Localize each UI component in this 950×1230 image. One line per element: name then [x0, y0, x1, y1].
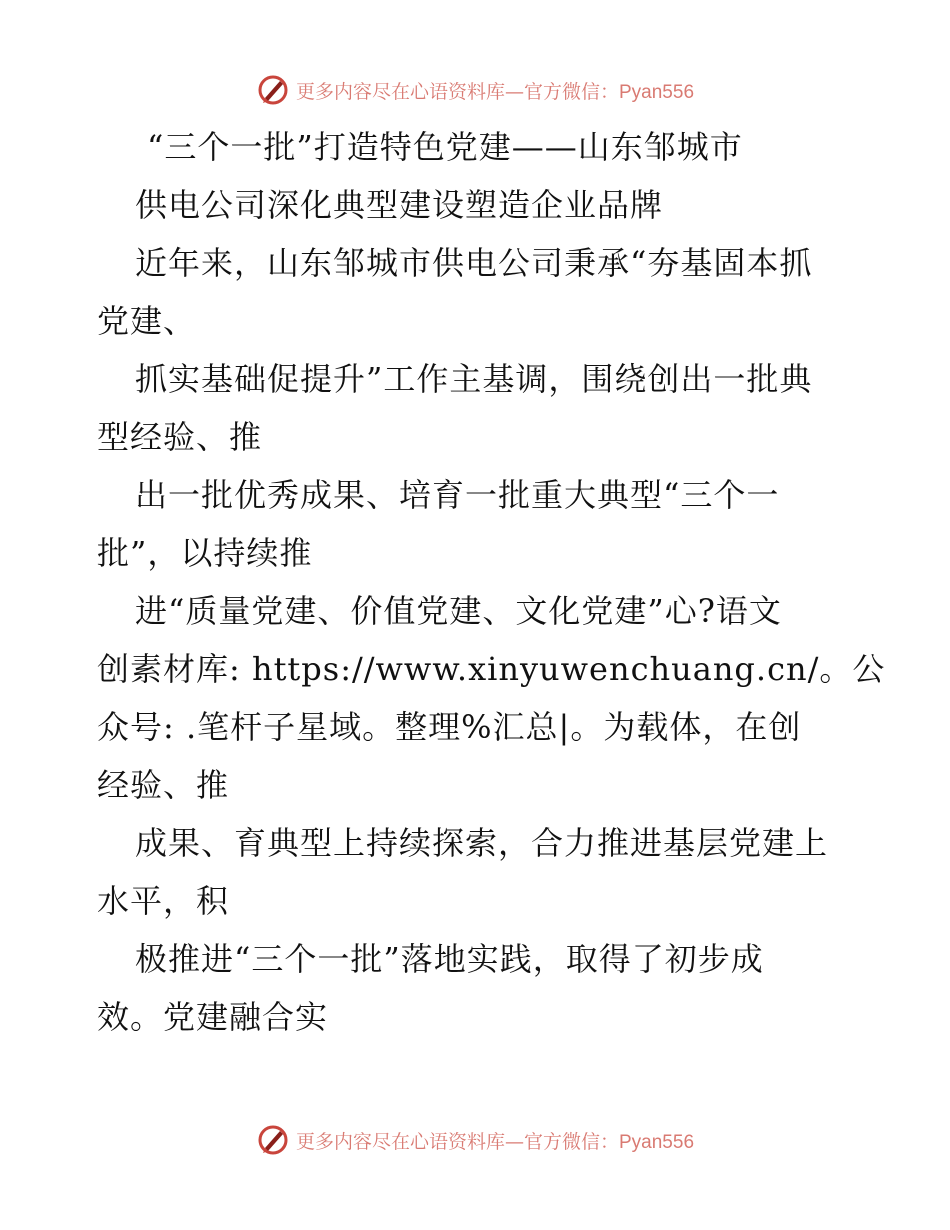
footer-watermark: [0, 1120, 950, 1160]
paragraph-line: 众号: .笔杆子星域。整理%汇总|。为载体，在创: [97, 708, 802, 746]
document-body: [97, 118, 886, 1046]
watermark-handle: Pyan556: [619, 1131, 695, 1153]
watermark-text: [296, 1127, 694, 1154]
paragraph-line: 出一批优秀成果、培育一批重大典型“三个一: [135, 476, 780, 514]
paragraph-line: 进“质量党建、价值党建、文化党建”心?语文: [135, 592, 782, 630]
document-title-line-2: 供电公司深化典型建设塑造企业品牌: [135, 186, 664, 224]
paragraph-line: 抓实基础促提升”工作主基调，围绕创出一批典: [135, 360, 813, 398]
paragraph-line: 效。党建融合实: [97, 998, 329, 1036]
watermark-text: [296, 77, 694, 104]
watermark-handle: Pyan556: [619, 81, 695, 103]
paragraph-line: 水平，积: [97, 882, 230, 920]
paragraph-line: 成果、育典型上持续探索，合力推进基层党建上: [135, 824, 829, 862]
paragraph-line: 批”，以持续推: [97, 534, 313, 572]
paragraph-line: 党建、: [97, 302, 197, 340]
paragraph-line: 极推进“三个一批”落地实践，取得了初步成: [135, 940, 764, 978]
paragraph-line-url: 创素材库: https://www.xinyuwenchuang.cn/。公: [97, 650, 886, 688]
header-watermark: [0, 70, 950, 110]
document-title-line-1: “三个一批”打造特色党建——山东邹城市: [147, 128, 743, 166]
paragraph-line: 型经验、推: [97, 418, 263, 456]
pen-logo-icon: [256, 1123, 290, 1157]
watermark-label: 更多内容尽在心语资料库—官方微信：: [295, 80, 619, 103]
paragraph-line: 经验、推: [97, 766, 230, 804]
pen-logo-icon: [256, 73, 290, 107]
paragraph-line: 近年来，山东邹城市供电公司秉承“夯基固本抓: [135, 244, 813, 282]
watermark-label: 更多内容尽在心语资料库—官方微信：: [295, 1130, 619, 1153]
